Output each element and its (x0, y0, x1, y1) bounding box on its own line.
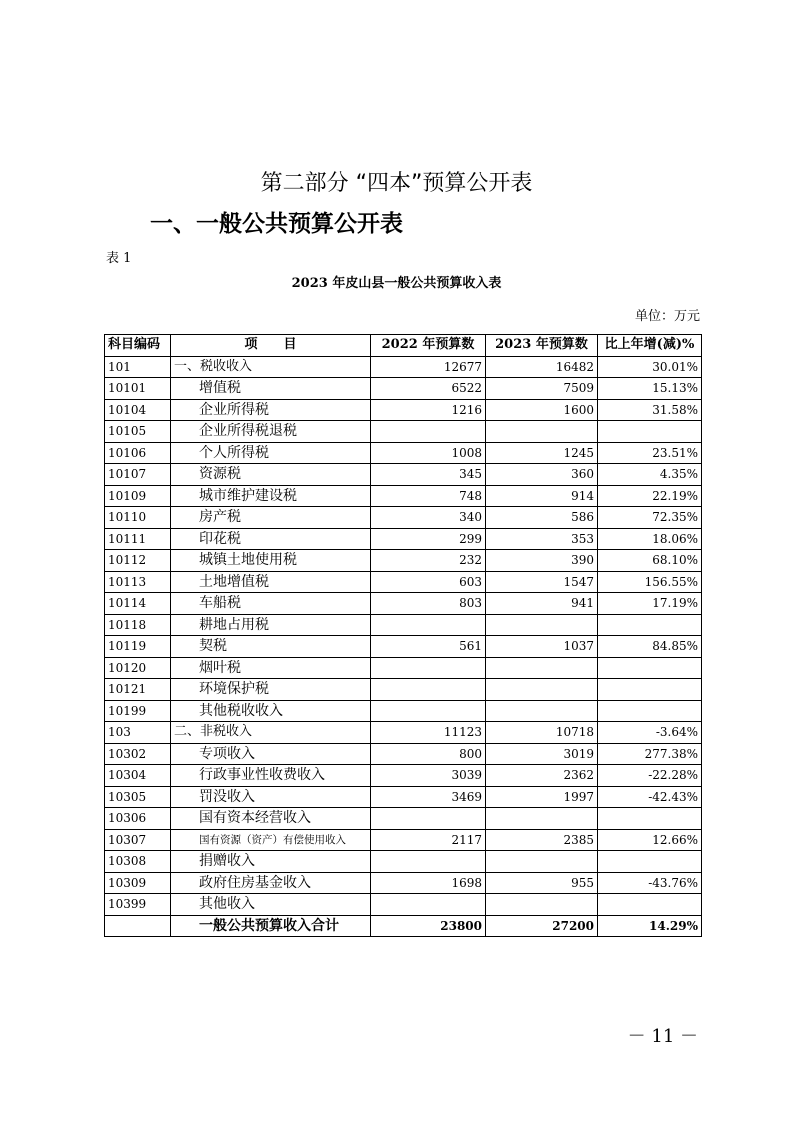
row-code: 10105 (105, 421, 171, 443)
table-row (105, 399, 702, 421)
row-2023-value (486, 851, 598, 873)
row-name: 契税 (171, 636, 371, 658)
row-name: 增值税 (171, 378, 371, 400)
row-change-percent: 277.38% (598, 743, 702, 765)
row-change-percent: 17.19% (598, 593, 702, 615)
row-2022-value: 3039 (371, 765, 486, 787)
row-2023-value: 360 (486, 464, 598, 486)
row-change-percent: 72.35% (598, 507, 702, 529)
row-code: 10306 (105, 808, 171, 830)
row-2023-value: 2362 (486, 765, 598, 787)
row-change-percent (598, 700, 702, 722)
row-code: 10302 (105, 743, 171, 765)
row-2023-value: 955 (486, 872, 598, 894)
row-2022-value: 2117 (371, 829, 486, 851)
row-change-percent (598, 851, 702, 873)
row-2022-value: 561 (371, 636, 486, 658)
row-name: 其他税收收入 (171, 700, 371, 722)
table-row (105, 442, 702, 464)
page-number: － 11 － (627, 1026, 698, 1047)
row-2022-value (371, 614, 486, 636)
row-2023-value: 941 (486, 593, 598, 615)
row-2023-value (486, 657, 598, 679)
total-change-percent: 14.29% (598, 915, 702, 937)
row-name: 罚没收入 (171, 786, 371, 808)
table-title: 2023 年皮山县一般公共预算收入表 (291, 276, 502, 291)
row-change-percent: 68.10% (598, 550, 702, 572)
row-name: 耕地占用税 (171, 614, 371, 636)
row-name: 国有资本经营收入 (171, 808, 371, 830)
row-2022-value: 345 (371, 464, 486, 486)
table-row (105, 829, 702, 851)
row-change-percent (598, 808, 702, 830)
row-code: 10199 (105, 700, 171, 722)
row-name: 城市维护建设税 (171, 485, 371, 507)
table-row (105, 743, 702, 765)
row-change-percent: 22.19% (598, 485, 702, 507)
table-row (105, 722, 702, 744)
table-row (105, 679, 702, 701)
row-code: 10101 (105, 378, 171, 400)
row-name: 一、税收收入 (171, 356, 371, 378)
row-name: 烟叶税 (171, 657, 371, 679)
row-code: 10304 (105, 765, 171, 787)
table-row (105, 872, 702, 894)
row-name: 城镇土地使用税 (171, 550, 371, 572)
row-2022-value: 299 (371, 528, 486, 550)
row-2022-value: 232 (371, 550, 486, 572)
row-2022-value (371, 851, 486, 873)
row-code: 10104 (105, 399, 171, 421)
table-row (105, 528, 702, 550)
row-2022-value: 12677 (371, 356, 486, 378)
total-label: 一般公共预算收入合计 (171, 915, 371, 937)
row-2023-value: 3019 (486, 743, 598, 765)
column-header-change: 比上年增(减)% (598, 335, 702, 357)
row-change-percent: -42.43% (598, 786, 702, 808)
table-row (105, 851, 702, 873)
row-2022-value: 6522 (371, 378, 486, 400)
column-header-item: 项 目 (171, 335, 371, 357)
row-2022-value: 1698 (371, 872, 486, 894)
row-code: 10109 (105, 485, 171, 507)
row-code: 10110 (105, 507, 171, 529)
row-2022-value: 748 (371, 485, 486, 507)
row-2023-value: 7509 (486, 378, 598, 400)
row-code: 10118 (105, 614, 171, 636)
row-code: 10111 (105, 528, 171, 550)
row-code: 101 (105, 356, 171, 378)
row-change-percent (598, 421, 702, 443)
row-2022-value (371, 657, 486, 679)
row-2023-value: 16482 (486, 356, 598, 378)
row-2023-value: 914 (486, 485, 598, 507)
row-name: 二、非税收入 (171, 722, 371, 744)
table-row (105, 550, 702, 572)
total-2022-value: 23800 (371, 915, 486, 937)
row-2022-value: 603 (371, 571, 486, 593)
row-name: 环境保护税 (171, 679, 371, 701)
row-2023-value: 390 (486, 550, 598, 572)
row-code: 10308 (105, 851, 171, 873)
row-name: 印花税 (171, 528, 371, 550)
row-change-percent (598, 614, 702, 636)
table-header-row (105, 335, 702, 357)
budget-revenue-table (104, 334, 702, 937)
row-name: 土地增值税 (171, 571, 371, 593)
row-2022-value (371, 700, 486, 722)
row-name: 个人所得税 (171, 442, 371, 464)
row-code: 10305 (105, 786, 171, 808)
row-2023-value: 1547 (486, 571, 598, 593)
row-2023-value (486, 808, 598, 830)
row-2022-value: 803 (371, 593, 486, 615)
row-change-percent: 31.58% (598, 399, 702, 421)
table-row (105, 485, 702, 507)
row-change-percent (598, 657, 702, 679)
row-2023-value: 1037 (486, 636, 598, 658)
row-change-percent: 30.01% (598, 356, 702, 378)
row-name: 其他收入 (171, 894, 371, 916)
row-code: 10309 (105, 872, 171, 894)
row-change-percent: -22.28% (598, 765, 702, 787)
row-code: 10107 (105, 464, 171, 486)
table-total-row (105, 915, 702, 937)
row-change-percent (598, 679, 702, 701)
row-code: 103 (105, 722, 171, 744)
table-row (105, 636, 702, 658)
row-2023-value (486, 894, 598, 916)
row-code: 10120 (105, 657, 171, 679)
row-change-percent: 156.55% (598, 571, 702, 593)
row-code: 10113 (105, 571, 171, 593)
table-row (105, 507, 702, 529)
section-title: 一、一般公共预算公开表 (150, 211, 403, 237)
table-row (105, 700, 702, 722)
part-title: 第二部分 “四本”预算公开表 (260, 171, 533, 196)
table-number: 表 1 (106, 251, 132, 266)
row-code: 10119 (105, 636, 171, 658)
row-2022-value (371, 894, 486, 916)
row-2023-value: 1600 (486, 399, 598, 421)
table-row (105, 421, 702, 443)
row-name: 捐赠收入 (171, 851, 371, 873)
row-2023-value (486, 700, 598, 722)
row-change-percent: -43.76% (598, 872, 702, 894)
table-row (105, 657, 702, 679)
row-2022-value: 1008 (371, 442, 486, 464)
table-row (105, 786, 702, 808)
row-2022-value: 800 (371, 743, 486, 765)
column-header-2022: 2022 年预算数 (371, 335, 486, 357)
row-change-percent: 23.51% (598, 442, 702, 464)
row-2023-value: 10718 (486, 722, 598, 744)
row-change-percent: 84.85% (598, 636, 702, 658)
row-change-percent: 18.06% (598, 528, 702, 550)
row-change-percent: 4.35% (598, 464, 702, 486)
table-row (105, 464, 702, 486)
row-code: 10121 (105, 679, 171, 701)
row-code: 10114 (105, 593, 171, 615)
row-2022-value: 11123 (371, 722, 486, 744)
row-2022-value (371, 421, 486, 443)
total-2023-value: 27200 (486, 915, 598, 937)
column-header-code: 科目编码 (105, 335, 171, 357)
row-code: 10307 (105, 829, 171, 851)
table-row (105, 614, 702, 636)
row-2023-value: 2385 (486, 829, 598, 851)
row-2023-value: 1997 (486, 786, 598, 808)
row-2023-value (486, 421, 598, 443)
row-name: 行政事业性收费收入 (171, 765, 371, 787)
row-code: 10112 (105, 550, 171, 572)
row-name: 车船税 (171, 593, 371, 615)
row-code: 10399 (105, 894, 171, 916)
column-header-2023: 2023 年预算数 (486, 335, 598, 357)
row-2023-value (486, 614, 598, 636)
row-name: 企业所得税 (171, 399, 371, 421)
row-name: 专项收入 (171, 743, 371, 765)
total-code (105, 915, 171, 937)
table-body (105, 356, 702, 937)
row-2023-value: 1245 (486, 442, 598, 464)
row-2022-value: 340 (371, 507, 486, 529)
row-2023-value: 353 (486, 528, 598, 550)
row-change-percent: -3.64% (598, 722, 702, 744)
table-row (105, 894, 702, 916)
row-name: 政府住房基金收入 (171, 872, 371, 894)
table-row (105, 808, 702, 830)
row-2023-value (486, 679, 598, 701)
table-row (105, 356, 702, 378)
unit-label: 单位：万元 (634, 309, 700, 324)
row-2022-value (371, 808, 486, 830)
row-change-percent: 12.66% (598, 829, 702, 851)
row-change-percent (598, 894, 702, 916)
row-2022-value: 1216 (371, 399, 486, 421)
row-change-percent: 15.13% (598, 378, 702, 400)
table-row (105, 378, 702, 400)
row-name: 企业所得税退税 (171, 421, 371, 443)
row-name: 资源税 (171, 464, 371, 486)
row-code: 10106 (105, 442, 171, 464)
row-name: 国有资源（资产）有偿使用收入 (171, 829, 371, 851)
row-2022-value: 3469 (371, 786, 486, 808)
table-row (105, 593, 702, 615)
row-2022-value (371, 679, 486, 701)
table-row (105, 571, 702, 593)
table-row (105, 765, 702, 787)
row-2023-value: 586 (486, 507, 598, 529)
row-name: 房产税 (171, 507, 371, 529)
